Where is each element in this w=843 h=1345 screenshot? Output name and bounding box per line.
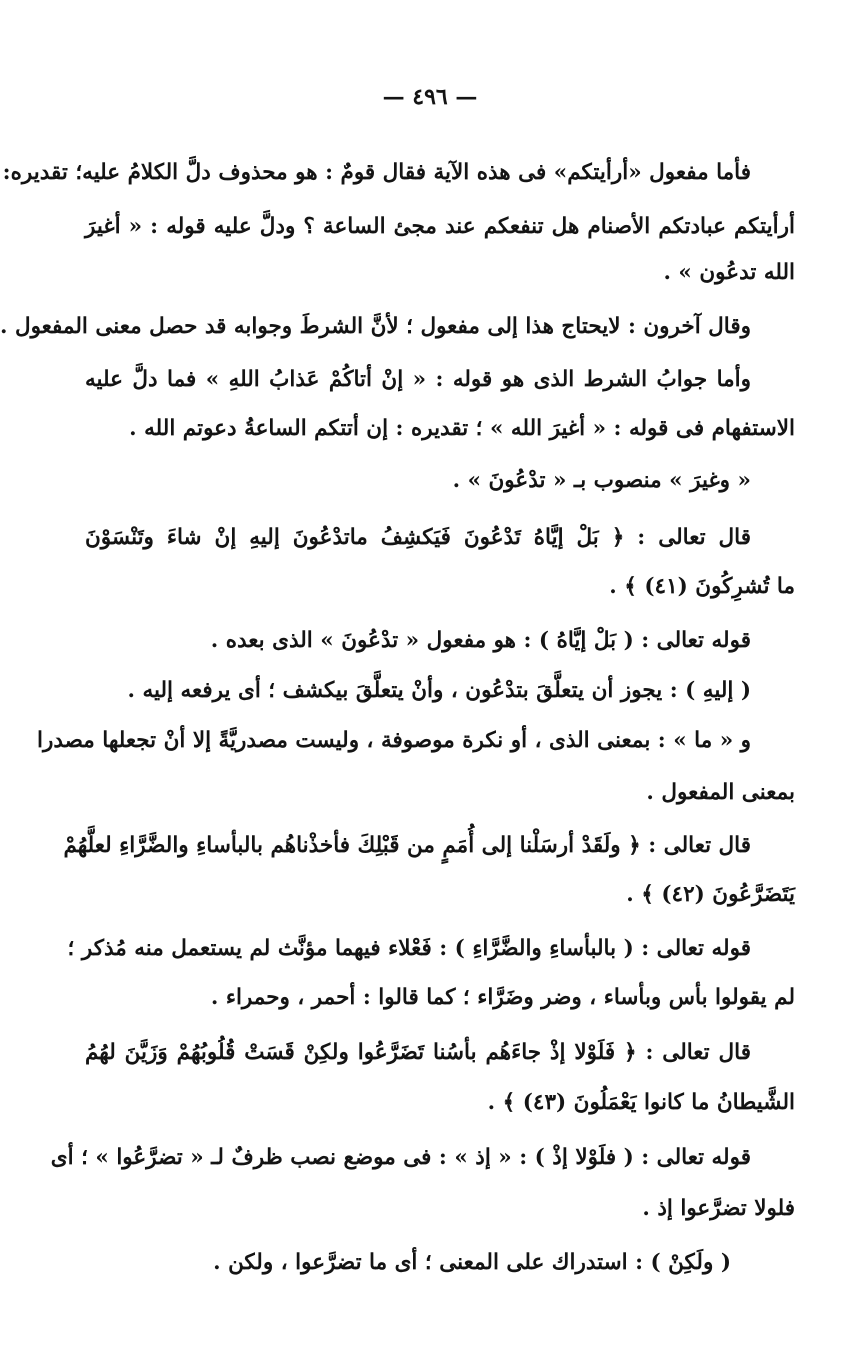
quran-verse-line: قال تعالى : ﴿ فَلَوْلا إذْ جاءَهُم بأسُنا تَضَرَّعُوا ولكِنْ قَسَتْ قُلُوبُهُمْ وَزَيَّنَ لهُمُ — [85, 1040, 751, 1065]
text-line: الله تدعُون » . — [663, 260, 795, 285]
text-line: قوله تعالى : ( بالبأساءِ والضَّرَّاءِ ) : فَعْلاء فيهما مؤنَّث لم يستعمل منه مُذكر ؛ — [67, 936, 751, 961]
quran-verse-line: قال تعالى : ﴿ ولَقَدْ أرسَلْنا إلى أُمَمٍ من قَبْلِكَ فأخذْناهُم بالبأساءِ والضَّرَّاءِ لعلَّهُمْ — [63, 833, 751, 858]
text-line: وأما جوابُ الشرط الذى هو قوله : « إنْ أتاكُمْ عَذابُ اللهِ » فما دلَّ عليه — [85, 367, 751, 392]
text-line: ( إليهِ ) : يجوز أن يتعلَّقَ بتدْعُون ، وأنْ يتعلَّقَ بيكشف ؛ أى يرفعه إليه . — [127, 678, 751, 703]
text-line: لم يقولوا بأس وبأساء ، وضر وضَرَّاء ؛ كما قالوا : أحمر ، وحمراء . — [210, 985, 795, 1010]
text-line: ( ولَكِنْ ) : استدراك على المعنى ؛ أى ما تضرَّعوا ، ولكن . — [213, 1250, 731, 1275]
text-line: فأما مفعول «أرأيتكم» فى هذه الآية فقال قومٌ : هو محذوف دلَّ الكلامُ عليه؛ تقديره: — [2, 160, 751, 185]
text-line: الاستفهام فى قوله : « أغيرَ الله » ؛ تقديره : إن أتتكم الساعةُ دعوتم الله . — [129, 416, 795, 441]
quran-verse-line: ما تُشرِكُونَ (٤١) ﴾ . — [609, 574, 795, 599]
text-line: فلولا تضرَّعوا إذ . — [642, 1196, 795, 1221]
text-line: و « ما » : بمعنى الذى ، أو نكرة موصوفة ، وليست مصدريَّةً إلا أنْ تجعلها مصدرا — [36, 728, 751, 753]
text-line: قوله تعالى : ( فلَوْلا إذْ ) : « إذ » : فى موضع نصب ظرفٌ لـ « تضرَّعُوا » ؛ أى — [50, 1145, 751, 1170]
text-line: بمعنى المفعول . — [646, 780, 795, 805]
quran-verse-line: يَتَضَرَّعُونَ (٤٢) ﴾ . — [626, 882, 795, 907]
quran-verse-line: الشَّيطانُ ما كانوا يَعْمَلُونَ (٤٣) ﴾ . — [487, 1090, 795, 1115]
quran-verse-line: قال تعالى : ﴿ بَلْ إيَّاهُ تَدْعُونَ فَيَكشِفُ ماتدْعُونَ إليهِ إنْ شاءَ وتَنْسَوْنَ — [85, 525, 751, 550]
text-line: « وغيرَ » منصوب بـ « تدْعُونَ » . — [452, 468, 751, 493]
text-line: وقال آخرون : لايحتاج هذا إلى مفعول ؛ لأنَّ الشرطَ وجوابه قد حصل معنى المفعول . — [0, 314, 751, 339]
text-line: قوله تعالى : ( بَلْ إيَّاهُ ) : هو مفعول « تدْعُونَ » الذى بعده . — [210, 628, 751, 653]
text-line: أرأيتكم عبادتكم الأصنام هل تنفعكم عند مجئ الساعة ؟ ودلَّ عليه قوله : « أغيرَ — [85, 214, 795, 239]
page-number: — ٤٩٦ — — [382, 84, 478, 110]
